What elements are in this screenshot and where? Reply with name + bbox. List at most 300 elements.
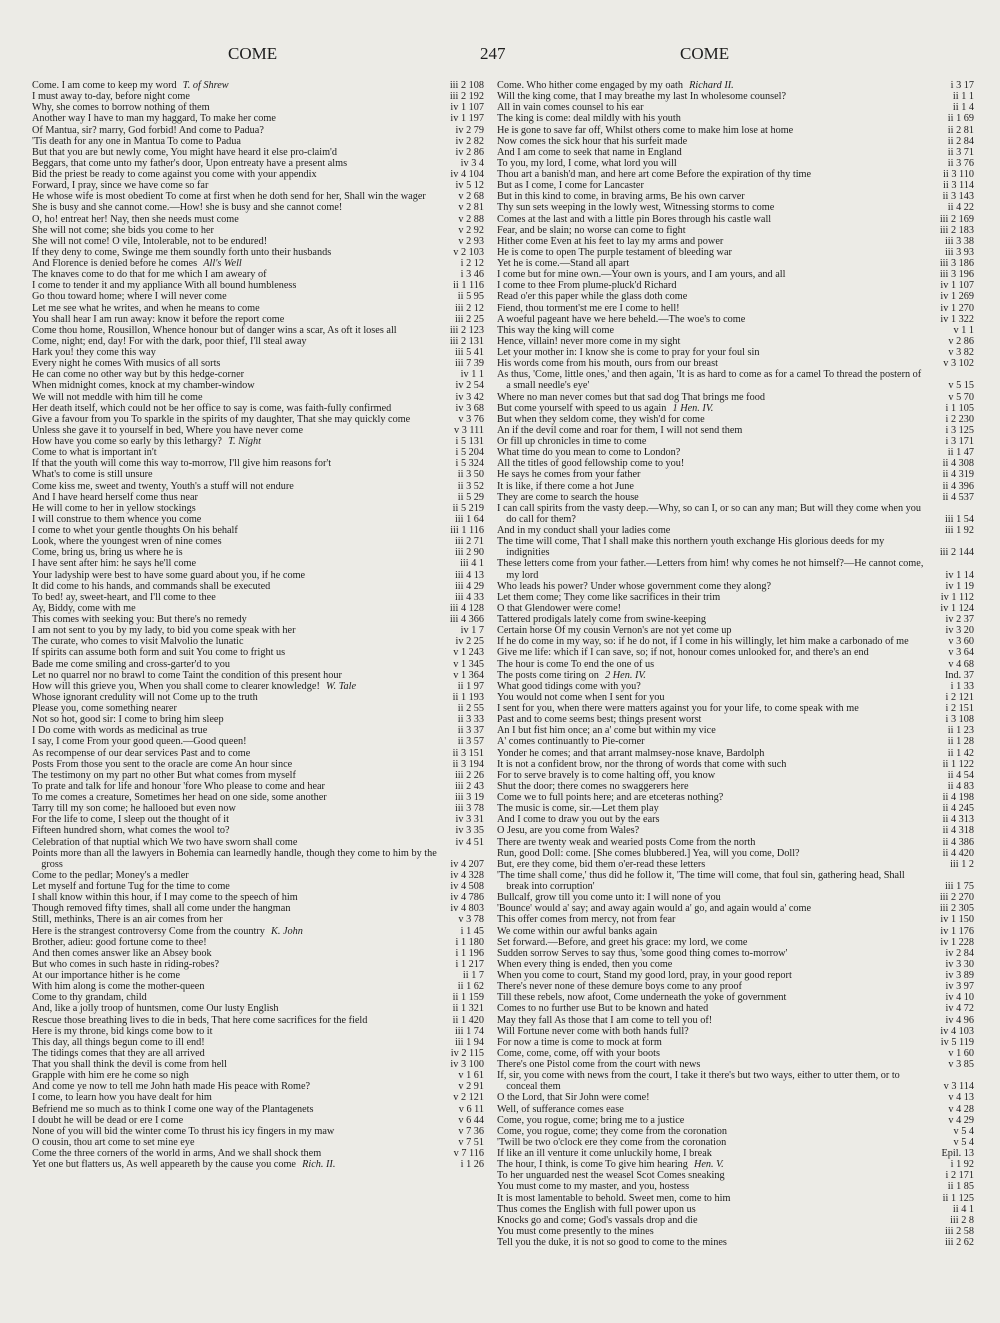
entry-scene: 2	[466, 769, 472, 781]
entry-reference	[930, 970, 974, 981]
concordance-entry	[497, 481, 974, 492]
entry-reference	[930, 481, 974, 492]
entry-scene: 4	[950, 480, 957, 492]
entry-quotation: The hour, I think, is come To give him hearing Hen. V.	[497, 1159, 724, 1171]
entry-quotation: Every night he comes With musics of all sorts	[32, 358, 221, 370]
entry-line: 54	[963, 769, 974, 781]
entry-scene: 5	[956, 380, 962, 392]
entry-play-title: 1 Hen. IV.	[672, 402, 714, 414]
entry-quotation: Come, bring us, bring us where he is	[32, 547, 183, 559]
concordance-entry	[497, 636, 974, 647]
entry-scene: 2	[950, 547, 957, 559]
entry-reference	[440, 503, 484, 514]
entry-scene: 1	[466, 925, 472, 937]
entry-reference	[440, 992, 484, 1003]
concordance-entry	[32, 503, 484, 514]
entry-act: ii	[947, 725, 954, 737]
entry-reference	[930, 748, 974, 759]
entry-line: 150	[958, 914, 974, 926]
entry-play-title: K. John	[270, 925, 303, 937]
entry-scene: 3	[956, 80, 962, 91]
entry-scene: 4	[950, 825, 957, 837]
entry-scene: 4	[956, 1014, 962, 1026]
entry-reference	[930, 592, 974, 603]
entry-line: 107	[468, 102, 484, 114]
concordance-entry	[497, 147, 974, 158]
entry-act: v	[948, 347, 954, 358]
concordance-entry	[497, 1181, 974, 1192]
entry-quotation: Now comes the sick hour that his surfeit made	[497, 135, 688, 147]
concordance-entry	[32, 714, 484, 725]
entry-act: iv	[940, 280, 949, 292]
entry-reference	[440, 570, 484, 581]
entry-line: 508	[468, 881, 484, 892]
concordance-entry	[32, 525, 484, 536]
concordance-entry	[497, 926, 974, 937]
entry-act: i	[950, 80, 954, 91]
entry-reference	[440, 113, 484, 124]
entry-act: i	[945, 402, 949, 414]
entry-scene: 2	[461, 1047, 467, 1059]
entry-line: 23	[963, 725, 974, 737]
concordance-entry	[497, 1148, 974, 1159]
concordance-entry	[497, 692, 974, 703]
entry-quotation: When you come to court, Stand my good lord, pray, in your good report	[497, 970, 792, 981]
entry-act: i	[460, 269, 464, 281]
entry-quotation: Till these rebels, now afoot, Come underneath the yoke of government	[497, 992, 787, 1004]
entry-reference	[930, 347, 974, 358]
entry-line: 116	[469, 280, 484, 292]
entry-quotation: O Jesu, are you come from Wales?	[497, 825, 640, 837]
entry-scene: 1	[961, 324, 967, 336]
entry-scene: 3	[956, 347, 962, 358]
entry-line: 69	[963, 113, 974, 125]
entry-act: v	[458, 213, 464, 225]
entry-act: ii	[947, 780, 954, 792]
concordance-entry	[497, 803, 974, 814]
entry-quotation: I Do come with words as medicinal as true	[32, 725, 208, 737]
entry-scene: 1	[950, 602, 957, 614]
entry-quotation: How will this grieve you, When you shall come to clearer knowledge! W. Tale	[32, 680, 357, 692]
entry-quotation: Give a favour from you To sparkle in the spirits of my daughter, That she may quickly come	[32, 413, 411, 425]
entry-scene: 3	[950, 191, 957, 203]
entry-line: 76	[963, 157, 974, 169]
entry-act: v	[453, 658, 459, 670]
entry-scene: 7	[466, 1136, 472, 1148]
entry-quotation: Whose ignorant credulity will not Come up to the truth	[32, 691, 258, 703]
entry-reference	[930, 1115, 974, 1126]
entry-line: 97	[473, 680, 484, 692]
entry-act: i	[455, 458, 459, 470]
entry-line: 115	[469, 1047, 484, 1059]
entry-act: ii	[947, 157, 954, 169]
concordance-entry	[32, 291, 484, 302]
entry-scene: 2	[466, 780, 472, 792]
entry-line: 197	[468, 113, 484, 125]
entry-line: 1	[478, 558, 484, 570]
entry-quotation: Hither come Even at his feet to lay my arms and power	[497, 235, 724, 247]
entry-reference	[930, 703, 974, 714]
concordance-entry	[497, 1104, 974, 1115]
entry-act: i	[455, 947, 459, 959]
entry-act: Ind.	[944, 669, 962, 681]
entry-act: ii	[952, 1203, 959, 1215]
entry-act: ii	[942, 825, 949, 837]
entry-act: v	[453, 647, 459, 659]
entry-line: 192	[468, 91, 484, 103]
entry-line: 4	[478, 157, 484, 169]
concordance-entry	[497, 903, 974, 914]
entry-line: 75	[963, 881, 974, 892]
entry-line: 94	[473, 1036, 484, 1048]
entry-line: 12	[473, 258, 484, 269]
entry-reference	[930, 781, 974, 792]
entry-act: iii	[449, 602, 459, 614]
entry-act: iv	[455, 402, 464, 414]
entry-line: 119	[959, 1036, 974, 1048]
entry-act: i	[945, 424, 949, 436]
entry-act: ii	[452, 747, 459, 759]
entry-quotation: If that the youth will come this way to-morrow, I'll give him reasons for't	[32, 458, 332, 470]
entry-scene: 4	[466, 580, 472, 592]
entry-quotation: Fifteen hundred shorn, what comes the wool to?	[32, 825, 230, 837]
entry-reference	[440, 781, 484, 792]
entry-quotation: Come to what is important in't	[32, 447, 157, 459]
entry-reference	[440, 670, 484, 681]
entry-reference	[440, 369, 484, 380]
entry-line: 121	[958, 691, 974, 703]
entry-line: 78	[473, 803, 484, 815]
concordance-entry	[497, 1026, 974, 1037]
entry-scene: 1	[460, 102, 467, 114]
entry-reference	[930, 681, 974, 692]
entry-scene: 3	[466, 391, 472, 403]
concordance-entry	[497, 1037, 974, 1048]
entry-reference	[930, 303, 974, 314]
entry-reference	[930, 158, 974, 169]
entry-act: iv	[455, 814, 464, 826]
entry-line: 43	[473, 780, 484, 792]
entry-scene: 2	[466, 636, 472, 648]
entry-reference	[930, 1226, 974, 1237]
entry-scene: 5	[466, 291, 472, 303]
entry-act: v	[948, 391, 954, 403]
entry-act: iii	[454, 769, 464, 781]
entry-reference	[440, 748, 484, 759]
entry-scene: 3	[950, 436, 957, 447]
concordance-entry	[497, 314, 974, 325]
concordance-entry	[497, 80, 974, 91]
entry-reference	[440, 1137, 484, 1148]
concordance-entry	[497, 592, 974, 603]
entry-scene: 5	[961, 1125, 967, 1137]
concordance-entry	[497, 158, 974, 169]
entry-scene: 1	[956, 447, 962, 459]
entry-reference	[930, 1026, 974, 1037]
entry-scene: 7	[466, 1125, 472, 1137]
concordance-entry	[497, 558, 974, 580]
entry-scene: 4	[950, 803, 957, 815]
concordance-entry	[32, 681, 484, 692]
entry-scene: 2	[460, 335, 467, 347]
entry-scene: 7	[461, 1148, 467, 1159]
entry-reference	[440, 1104, 484, 1115]
entry-scene: 2	[466, 313, 472, 325]
entry-quotation: Come, come, come, off with your boots	[497, 1047, 660, 1059]
entry-scene: 4	[950, 469, 957, 481]
entry-scene: 1	[956, 569, 962, 581]
concordance-entry	[497, 492, 974, 503]
entry-quotation: Or fill up chronicles in time to come	[497, 436, 647, 447]
entry-line: 198	[958, 792, 974, 803]
entry-reference	[440, 1092, 484, 1103]
entry-scene: 5	[951, 1036, 957, 1048]
concordance-entry	[32, 247, 484, 258]
concordance-entry	[32, 1070, 484, 1081]
concordance-entry	[497, 759, 974, 770]
concordance-entry	[32, 225, 484, 236]
left-column	[32, 80, 484, 1170]
entry-line: 193	[468, 691, 484, 703]
entry-quotation: Befriend me so much as to think I come one way of the Plantagenets	[32, 1103, 314, 1115]
entry-scene: 4	[466, 569, 472, 581]
entry-act: i	[945, 691, 949, 703]
entry-quotation: Her death itself, which could not be her office to say is come, was faith-fully confirmed	[32, 402, 392, 414]
entry-quotation: Beggars, that come unto my father's door, Upon entreaty have a present alms	[32, 157, 348, 169]
entry-act: iv	[455, 146, 464, 158]
entry-reference	[440, 558, 484, 569]
entry-reference	[440, 903, 484, 914]
entry-scene: 1	[961, 91, 967, 103]
entry-act: i	[945, 436, 949, 447]
concordance-entry	[32, 403, 484, 414]
concordance-entry	[32, 369, 484, 380]
entry-scene: 5	[460, 436, 467, 447]
concordance-entry	[497, 892, 974, 903]
concordance-entry	[32, 770, 484, 781]
entry-scene: 1	[950, 402, 957, 414]
entry-act: iii	[454, 1036, 464, 1048]
entry-reference	[930, 570, 974, 581]
entry-act: ii	[457, 680, 464, 692]
entry-line: 60	[963, 1047, 974, 1059]
entry-reference	[930, 492, 974, 503]
concordance-entry	[32, 981, 484, 992]
entry-line: 194	[468, 758, 484, 770]
entry-quotation: Yonder he comes; and that arrant malmsey-nose knave, Bardolph	[497, 747, 765, 759]
entry-reference	[930, 792, 974, 803]
entry-line: 537	[958, 491, 974, 503]
entry-scene: 5	[956, 391, 962, 403]
entry-scene: 1	[950, 291, 957, 303]
entry-quotation: But as I come, I come for Lancaster	[497, 180, 644, 192]
entry-act: iii	[454, 580, 464, 592]
entry-act: v	[458, 914, 464, 926]
entry-scene: 1	[956, 1159, 962, 1171]
entry-quotation: The knaves come to do that for me which I am aweary of	[32, 269, 267, 281]
entry-play-title: All's Well	[203, 258, 242, 269]
entry-act: iii	[950, 1214, 959, 1226]
entry-line: 121	[468, 1092, 484, 1104]
entry-act: i	[455, 958, 459, 970]
entry-act: iii	[454, 347, 464, 358]
entry-act: iii	[939, 258, 949, 269]
entry-reference	[440, 926, 484, 937]
entry-line: 37	[963, 669, 974, 681]
entry-act: iv	[455, 380, 464, 392]
entry-play-title: W. Tale	[326, 680, 357, 692]
entry-quotation: How have you come so early by this lethargy? T. Night	[32, 436, 261, 447]
entry-line: 81	[963, 124, 974, 136]
entry-quotation: I say, I come From your good queen.—Good queen!	[32, 736, 247, 748]
concordance-entry	[32, 191, 484, 202]
entry-quotation: If spirits can assume both form and suit You come to fright us	[32, 647, 286, 659]
entry-reference	[440, 414, 484, 425]
entry-line: 42	[473, 391, 484, 403]
entry-scene: 3	[466, 402, 472, 414]
entry-line: 93	[473, 235, 484, 247]
entry-scene: 1	[950, 758, 957, 770]
entry-reference	[930, 1015, 974, 1026]
entry-quotation: He can come no other way but by this hedge-corner	[32, 369, 245, 381]
entry-scene: 2	[956, 135, 962, 147]
entry-act: iii	[460, 558, 469, 570]
entry-act: iv	[945, 970, 954, 981]
concordance-entry	[497, 236, 974, 247]
entry-reference	[930, 603, 974, 614]
entry-scene: 2	[956, 1225, 962, 1237]
entry-line: 42	[963, 747, 974, 759]
entry-line: 228	[958, 936, 974, 948]
entry-scene: 1	[956, 881, 962, 892]
entry-line: 328	[468, 869, 484, 881]
entry-quotation: I sent for you, when there were matters against you for your life, to come speak with me	[497, 703, 859, 714]
entry-quotation: You would not come when I sent for you	[497, 691, 665, 703]
entry-scene: 1	[466, 1070, 472, 1082]
entry-quotation: As thus, 'Come, little ones,' and then again, 'It is as hard to come as for a camel To thread the postern of a small needle's eye'	[497, 369, 922, 392]
concordance-entry	[497, 1193, 974, 1204]
entry-act: ii	[942, 1192, 949, 1204]
entry-reference	[440, 291, 484, 302]
concordance-entry	[32, 748, 484, 759]
entry-line: 196	[468, 947, 484, 959]
entry-scene: 6	[466, 1114, 472, 1126]
entry-reference	[930, 514, 974, 525]
entry-scene: 4	[950, 847, 957, 859]
entry-reference	[440, 214, 484, 225]
entry-scene: 2	[466, 135, 472, 147]
entry-reference	[440, 870, 484, 881]
entry-scene: 2	[460, 324, 467, 336]
entry-act: iii	[449, 91, 459, 103]
entry-quotation: Sudden sorrow Serves to say thus, 'some good thing comes to-morrow'	[497, 947, 788, 959]
entry-quotation: I must away to-day, before night come	[32, 91, 190, 103]
entry-line: 100	[468, 1059, 484, 1070]
entry-quotation: Well, of sufferance comes ease	[497, 1103, 624, 1115]
concordance-entry	[32, 1048, 484, 1059]
entry-act: i	[460, 1159, 464, 1171]
entry-scene: 1	[956, 513, 962, 525]
entry-act: iii	[454, 591, 464, 603]
entry-quotation: Certain horse Of my cousin Vernon's are not yet come up	[497, 625, 732, 637]
entry-line: 50	[473, 469, 484, 481]
entry-quotation: What good tidings come with you?	[497, 680, 641, 692]
entry-line: 76	[473, 413, 484, 425]
concordance-entry	[497, 347, 974, 358]
entry-reference	[440, 547, 484, 558]
entry-reference	[930, 1081, 974, 1092]
entry-quotation: Come. Who hither come engaged by my oath Richard II.	[497, 80, 734, 91]
entry-reference	[930, 937, 974, 948]
concordance-entry	[32, 948, 484, 959]
entry-quotation: But when they seldom come, they wish'd for come	[497, 413, 705, 425]
entry-reference	[440, 1159, 484, 1170]
entry-line: 1	[968, 1203, 974, 1215]
entry-reference	[440, 392, 484, 403]
entry-quotation: To her unguarded nest the weasel Scot Comes sneaking	[497, 1170, 725, 1182]
entry-act: iv	[940, 302, 949, 314]
entry-scene: 1	[466, 680, 472, 692]
entry-scene: 2	[466, 235, 472, 247]
entry-quotation: They are come to search the house	[497, 491, 639, 503]
entry-line: 269	[958, 291, 974, 303]
entry-act: ii	[947, 736, 954, 748]
entry-reference	[930, 659, 974, 670]
entry-reference	[930, 770, 974, 781]
entry-line: 122	[958, 758, 974, 770]
entry-quotation: Please you, come something nearer	[32, 703, 177, 714]
entry-reference	[440, 514, 484, 525]
entry-quotation: Will Fortune never come with both hands full?	[497, 1025, 689, 1037]
entry-line: 84	[963, 947, 974, 959]
entry-scene: 2	[466, 191, 472, 203]
entry-scene: 2	[950, 413, 957, 425]
entry-act: v	[458, 1103, 464, 1115]
concordance-entry	[32, 881, 484, 892]
concordance-entry	[497, 681, 974, 692]
entry-quotation: I can call spirits from the vasty deep.—Why, so can I, or so can any man; But will they come when you do call for them?	[497, 502, 922, 525]
entry-reference	[930, 447, 974, 458]
entry-quotation: Rescue those breathing lives to die in beds, That here come sacrifices for the field	[32, 1014, 368, 1026]
entry-act: ii	[947, 747, 954, 759]
entry-scene: 3	[950, 269, 957, 281]
concordance-entry	[497, 469, 974, 480]
entry-quotation: Unless she gave it to yourself in bed, Where you have never come	[32, 424, 304, 436]
entry-quotation: With him along is come the mother-queen	[32, 981, 205, 993]
entry-reference	[440, 325, 484, 336]
concordance-entry	[32, 414, 484, 425]
concordance-entry	[497, 1204, 974, 1215]
entry-line: 19	[963, 580, 974, 592]
entry-scene: 4	[961, 1203, 967, 1215]
entry-act: iv	[455, 180, 464, 192]
concordance-entry	[32, 214, 484, 225]
entry-act: iii	[944, 513, 954, 525]
entry-quotation: 'Tis death for any one in Mantua To come to Padua	[32, 135, 241, 147]
entry-line: 366	[468, 614, 484, 625]
entry-reference	[440, 1037, 484, 1048]
entry-act: iv	[940, 1025, 949, 1037]
concordance-entry	[497, 736, 974, 747]
entry-scene: 3	[466, 803, 472, 815]
entry-quotation: I come to thee From plume-pluck'd Richard	[497, 280, 677, 292]
entry-quotation: To me comes a creature, Sometimes her head on one side, some another	[32, 792, 327, 803]
entry-quotation: Tarry till my son come; he hallooed but even now	[32, 803, 236, 815]
entry-scene: 1	[460, 1014, 467, 1026]
entry-line: 104	[468, 169, 484, 180]
entry-act: ii	[457, 491, 464, 503]
entry-quotation: Read o'er this paper while the glass doth come	[497, 291, 688, 303]
